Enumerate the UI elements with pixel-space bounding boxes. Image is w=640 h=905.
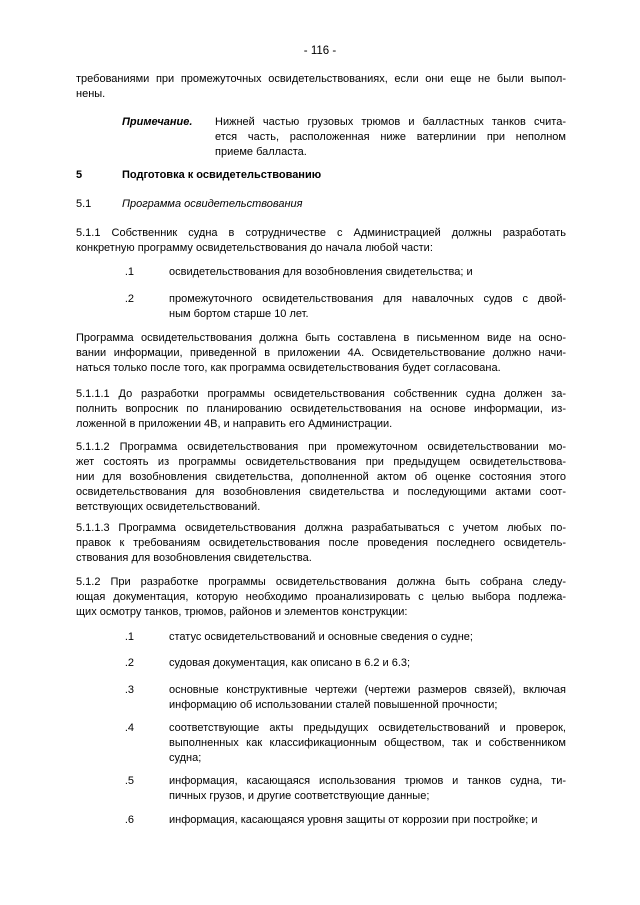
note-block — [122, 115, 566, 160]
intro-paragraph: требованиями при промежуточных освидетельствованиях, если они еще не были выпол- нены. — [76, 73, 566, 100]
section-5-1-heading: 5.1 Программа освидетельствования — [76, 198, 303, 210]
document-page: - 116 - требованиями при промежуточных освидетельствованиях, если они еще не были выпол- нены. Примечание. Нижней частью грузовых трюмов и балластных танков счита- ется часть, расположенная ниже ватерлинии при неполном приеме балласта. 5 Подготовка к освидетельствованию 5.1 Программа освидетельствования 5.1.1 Собственник судна в сотрудничестве с Администрацией должны разработать конкретную программу освидетельствования до начала любой части: .1 освидетельствования для возобновления свидетельства; и .2 промежуточного освидетельствования для навалочных судов с двой- ным бортом старше 10 лет. Программа освидетельствования должна быть составлена в письменном виде на осно- вании информации, приведенной в приложении 4А. Освидетельствование должно начи- наться только после того, как программа освидетельствования будет согласована. 5.1.1.1 До разработки программы освидетельствования собственник судна должен за- полнить вопросник по планированию освидетельствования на основе информации, из- ложенной в приложении 4В, и направить его Администрации. 5.1.1.2 Программа освидетельствования при промежуточном освидетельствовании мо- жет состоять из программы освидетельствования при предыдущем освидетельствова- нии для возобновления свидетельства, дополненной актом об оценке состояния этого освидетельствования для возобновления свидетельства и последующими актами соот- ветствующих освидетельствований. 5.1.1.3 Программа освидетельствования должна разрабатываться с учетом любых по- правок к требованиям освидетельствования после проведения последнего освидетель- ствования для возобновления свидетельства. 5.1.2 При разработке программы освидетельствования должна быть собрана следу- ющая документация, которую необходимо проанализировать с целью выбора подлежа- щих осмотру танков, трюмов, районов и элементов конструкции: .1 статус освидетельствований и основные сведения о судне; .2 судовая документация, как описано в 6.2 и 6.3; .3 основные конструктивные чертежи (чертежи размеров связей), включая информацию об использовании сталей повышенной прочности; .4 соответствующие акты предыдущих освидетельствований и проверок, выполненных как классификационным обществом, так и собственником судна; .5 информация, касающаяся использования трюмов и танков судна, ти- пичных грузов, и другие соответствующие данные; .6 информация, касающаяся уровня защиты от коррозии при постройке; и — [0, 0, 640, 905]
paragraph-5-1-1-1: 5.1.1.1 До разработки программы освидетельствования собственник судна должен за- полнить вопросник по планированию освидетельствования на основе информации, из- ложенной в приложении 4В, и направить его Администрации. — [76, 388, 566, 430]
paragraph-5-1-1: 5.1.1 Собственник судна в сотрудничестве с Администрацией должны разработать конкретную программу освидетельствования до начала любой части: — [76, 227, 566, 254]
section-5-heading: 5 Подготовка к освидетельствованию — [76, 169, 322, 181]
note-label: Примечание. — [122, 116, 193, 128]
paragraph-5-1-1-3: 5.1.1.3 Программа освидетельствования должна разрабатываться с учетом любых по- правок к требованиям освидетельствования после проведения последнего освидетель- ствования для возобновления свидетельства. — [76, 522, 566, 564]
paragraph-5-1-1-2: 5.1.1.2 Программа освидетельствования при промежуточном освидетельствовании мо- жет состоять из программы освидетельствования при предыдущем освидетельствова- нии для возобновления свидетельства, дополненной актом об оценке состояния этого освидетельствования для возобновления свидетельства и последующими актами соот- ветствующих освидетельствований. — [76, 441, 566, 513]
note-text: Нижней частью грузовых трюмов и балластных танков счита- ется часть, расположенная ниже ватерлинии при неполном приеме балласта. — [215, 116, 566, 158]
program-paragraph: Программа освидетельствования должна быть составлена в письменном виде на осно- вании информации, приведенной в приложении 4А. Освидетельствование должно начи- наться только после того, как программа освидетельствования будет согласована. — [76, 332, 566, 374]
page-number: - 116 - — [303, 45, 337, 57]
paragraph-5-1-2: 5.1.2 При разработке программы освидетельствования должна быть собрана следу- ющая документация, которую необходимо проанализировать с целью выбора подлежа- щих осмотру танков, трюмов, районов и элементов конструкции: — [76, 576, 566, 618]
